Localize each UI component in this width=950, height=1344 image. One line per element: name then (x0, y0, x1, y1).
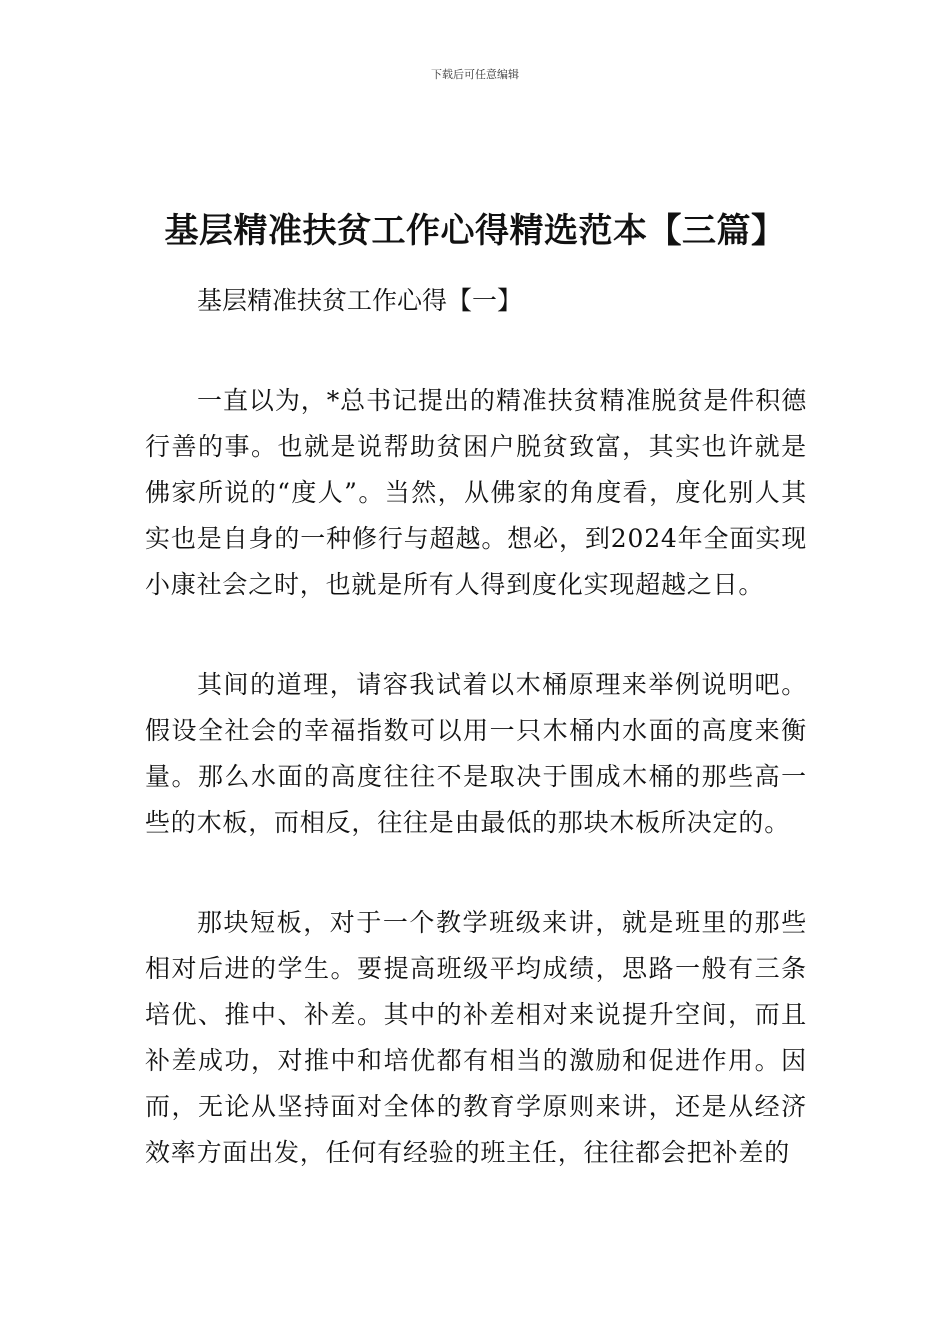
header-note: 下载后可任意编辑 (431, 68, 519, 81)
section-title: 基层精准扶贫工作心得【一】 (197, 286, 523, 315)
paragraph-1: 一直以为，*总书记提出的精准扶贫精准脱贫是件积德行善的事。也就是说帮助贫困户脱贫致富，其实也许就是佛家所说的“度人”。当然，从佛家的角度看，度化别人其实也是自身的一种修行与超越。想必，到2024年全面实现小康社会之时，也就是所有人得到度化实现超越之日。 (145, 386, 807, 599)
paragraph-3: 那块短板，对于一个教学班级来讲，就是班里的那些相对后进的学生。要提高班级平均成绩，思路一般有三条培优、推中、补差。其中的补差相对来说提升空间，而且补差成功，对推中和培优都有相当的激励和促进作用。因而，无论从坚持面对全体的教育学原则来讲，还是从经济效率方面出发，任何有经验的班主任，往往都会把补差的 (145, 908, 807, 1167)
paragraph-2: 其间的道理，请容我试着以木桶原理来举例说明吧。假设全社会的幸福指数可以用一只木桶内水面的高度来衡量。那么水面的高度往往不是取决于围成木桶的那些高一些的木板，而相反，往往是由最低的那块木板所决定的。 (145, 670, 807, 837)
document-body (145, 278, 807, 1230)
document-title: 基层精准扶贫工作心得精选范本【三篇】 (164, 210, 786, 251)
